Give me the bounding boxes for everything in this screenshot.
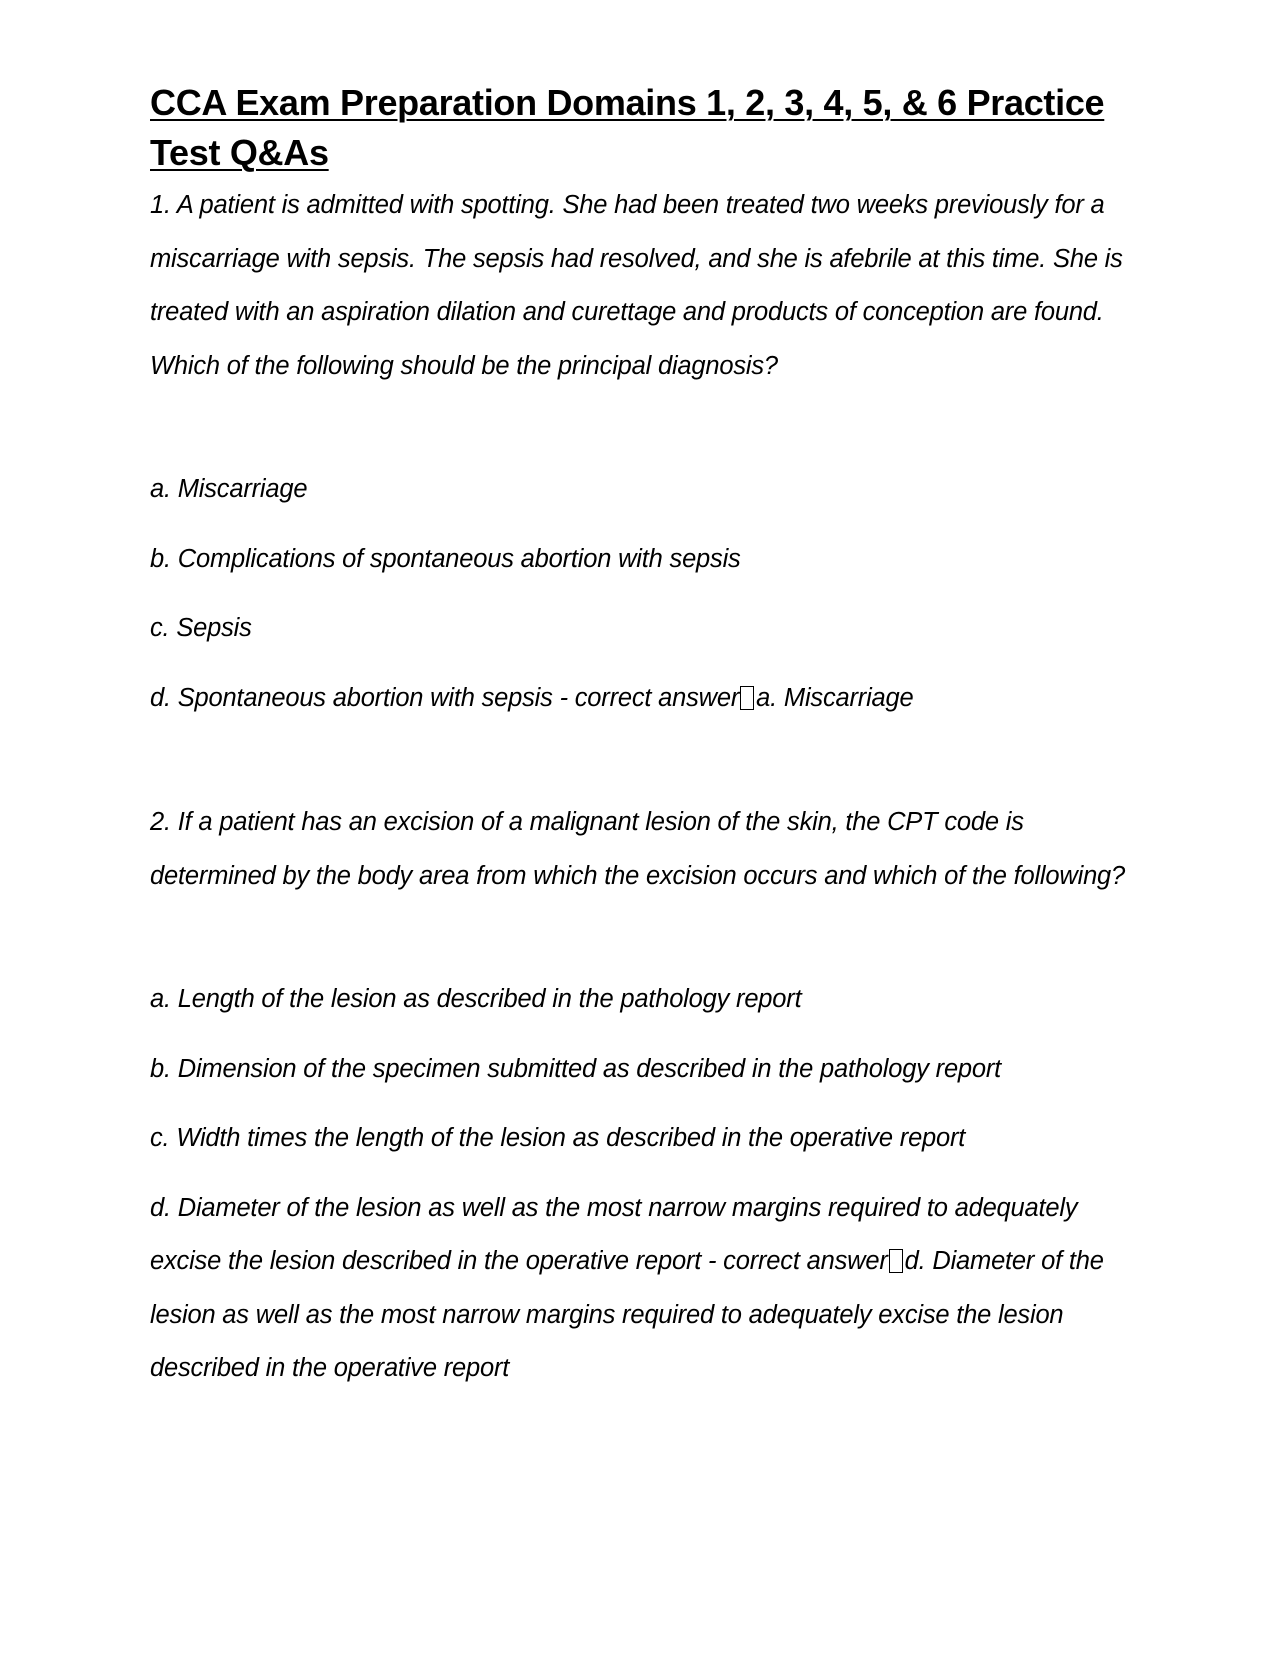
answer-option-d-with-correct-answer xyxy=(150,672,1130,726)
answer-option-b: b. Complications of spontaneous abortion with sepsis xyxy=(150,544,741,573)
answer-option-d: d. Diameter of the lesion as well as the most narrow margins required to adequately excise the lesion described in the operative report - correct answer xyxy=(150,1193,1078,1275)
question-2 xyxy=(150,796,1130,1396)
answer-option-c: c. Sepsis xyxy=(150,614,252,642)
answer-option-d-with-correct-answer xyxy=(150,1182,1130,1396)
answer-option-a: a. Miscarriage xyxy=(150,475,308,503)
question-stem: 1. A patient is admitted with spotting. She had been treated two weeks previously for a miscarriage with sepsis. The sepsis had resolved, and she is afebrile at this time. She is treated with an aspiration dilation and curettage and products of conception are found. Which of the following should be the principal diagnosis? xyxy=(150,191,1123,380)
answer-option-a: a. Length of the lesion as described in the pathology report xyxy=(150,985,802,1013)
correct-answer: d. Diameter of the lesion as well as the most narrow margins required to adequately excise the lesion described in the operative report xyxy=(150,1247,1104,1382)
answer-option-d: d. Spontaneous abortion with sepsis - correct answer xyxy=(150,683,740,712)
missing-glyph-box-icon xyxy=(889,1249,903,1273)
answer-option-c: c. Width times the length of the lesion as described in the operative report xyxy=(150,1124,966,1152)
missing-glyph-box-icon xyxy=(740,686,754,710)
document-page xyxy=(150,78,1130,1396)
correct-answer: a. Miscarriage xyxy=(756,683,914,712)
question-stem: 2. If a patient has an excision of a malignant lesion of the skin, the CPT code is determined by the body area from which the excision occurs and which of the following? xyxy=(150,808,1126,890)
document-title: CCA Exam Preparation Domains 1, 2, 3, 4, 5, & 6 Practice Test Q&As xyxy=(150,82,1105,173)
answer-option-b: b. Dimension of the specimen submitted as described in the pathology report xyxy=(150,1054,1002,1083)
question-1 xyxy=(150,179,1130,725)
